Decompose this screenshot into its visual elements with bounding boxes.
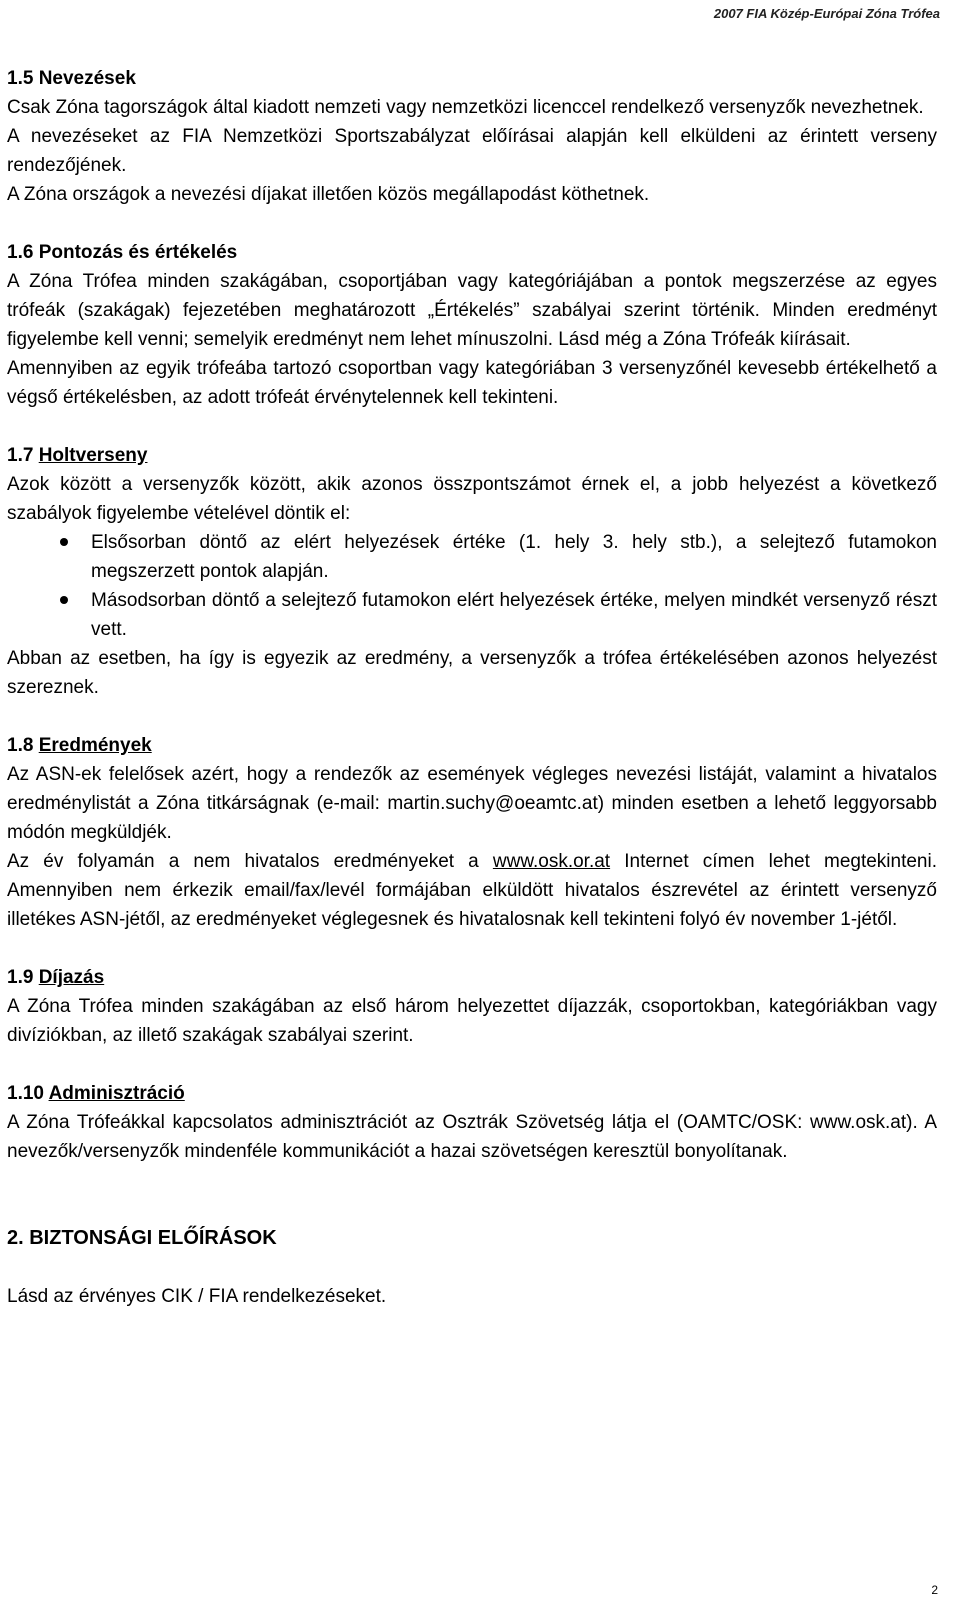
section-heading: Díjazás — [38, 967, 105, 988]
section-2 — [7, 1224, 937, 1311]
results-link[interactable]: www.osk.or.at — [492, 851, 611, 872]
paragraph: Abban az esetben, ha így is egyezik az eredmény, a versenyzők a trófea értékelésében azonos helyezést szereznek. — [7, 648, 937, 698]
document-body — [7, 64, 937, 1311]
paragraph: A Zóna Trófeákkal kapcsolatos adminisztrációt az Osztrák Szövetség látja el (OAMTC/OSK: www.osk.at). A nevezők/versenyzők mindenféle kommunikációt a hazai szövetségen keresztül bonyolítanak. — [7, 1112, 937, 1162]
bullet-list — [7, 528, 937, 644]
section-title — [7, 1079, 937, 1108]
section-title — [7, 441, 937, 470]
section-1-5 — [7, 64, 937, 209]
chapter-title: 2. BIZTONSÁGI ELŐÍRÁSOK — [7, 1227, 277, 1249]
section-number: 1.9 — [7, 967, 34, 988]
page-number: 2 — [931, 1583, 938, 1597]
section-1-6 — [7, 238, 937, 412]
paragraph: A Zóna országok a nevezési díjakat illetően közös megállapodást köthetnek. — [7, 184, 650, 205]
list-item: Elsősorban döntő az elért helyezések értéke (1. hely 3. hely stb.), a selejtező futamokon megszerzett pontok alapján. — [7, 528, 937, 586]
paragraph: Lásd az érvényes CIK / FIA rendelkezéseket. — [7, 1286, 387, 1307]
section-title — [7, 731, 937, 760]
paragraph: A nevezéseket az FIA Nemzetközi Sportszabályzat előírásai alapján kell elküldeni az érintett verseny rendezőjének. — [7, 126, 937, 176]
section-heading: Holtverseny — [38, 445, 148, 466]
bullet-icon — [60, 596, 68, 604]
section-number: 1.10 — [7, 1083, 44, 1104]
paragraph: A Zóna Trófea minden szakágában, csoportjában vagy kategóriájában a pontok megszerzése az egyes trófeák (szakágak) fejezetében meghatározott „Értékelés” szabályai szerint történik. Minden eredményt figyelembe kell venni; semelyik eredményt nem lehet mínuszolni. Lásd még a Zóna Trófeák kiírásait. — [7, 271, 937, 350]
section-number: 1.8 — [7, 735, 34, 756]
paragraph: Az ASN-ek felelősek azért, hogy a rendezők az események végleges nevezési listáját, valamint a hivatalos eredménylistát a Zóna titkárságnak (e-mail: martin.suchy@oeamtc.at) minden esetben a lehető leggyorsabb módón megküldjék. — [7, 764, 937, 843]
running-header: 2007 FIA Közép-Európai Zóna Trófea — [713, 6, 940, 21]
paragraph: Amennyiben az egyik trófeába tartozó csoportban vagy kategóriában 3 versenyzőnél kevesebb értékelhető a végső értékelésben, az adott trófeát érvénytelennek kell tekinteni. — [7, 358, 937, 408]
list-item: Másodsorban döntő a selejtező futamokon elért helyezések értéke, melyen mindkét versenyző részt vett. — [7, 586, 937, 644]
section-number: 1.7 — [7, 445, 34, 466]
paragraph: Az év folyamán a nem hivatalos eredményeket a www.osk.or.at Internet címen lehet megtekinteni. Amennyiben nem érkezik email/fax/levél formájában elküldött hivatalos észrevétel az érintett versenyző illetékes ASN-jétől, az eredményeket véglegesnek és hivatalosnak kell tekinteni folyó év november 1-jétől. — [7, 851, 937, 930]
section-title — [7, 963, 937, 992]
section-1-8 — [7, 731, 937, 934]
section-1-10 — [7, 1079, 937, 1166]
section-1-9 — [7, 963, 937, 1050]
paragraph: Azok között a versenyzők között, akik azonos összpontszámot érnek el, a jobb helyezést a következő szabályok figyelembe vételével döntik el: — [7, 474, 937, 524]
paragraph: A Zóna Trófea minden szakágában az első három helyezettet díjazzák, csoportokban, kategóriákban vagy divíziókban, az illető szakágak szabályai szerint. — [7, 996, 937, 1046]
paragraph: Csak Zóna tagországok által kiadott nemzeti vagy nemzetközi licenccel rendelkező versenyzők nevezhetnek. — [7, 97, 924, 118]
section-1-7 — [7, 441, 937, 702]
section-title: 1.5 Nevezések — [7, 68, 136, 89]
section-heading: Adminisztráció — [48, 1083, 185, 1104]
bullet-icon — [60, 538, 68, 546]
section-heading: Eredmények — [38, 735, 152, 756]
section-title: 1.6 Pontozás és értékelés — [7, 242, 238, 263]
